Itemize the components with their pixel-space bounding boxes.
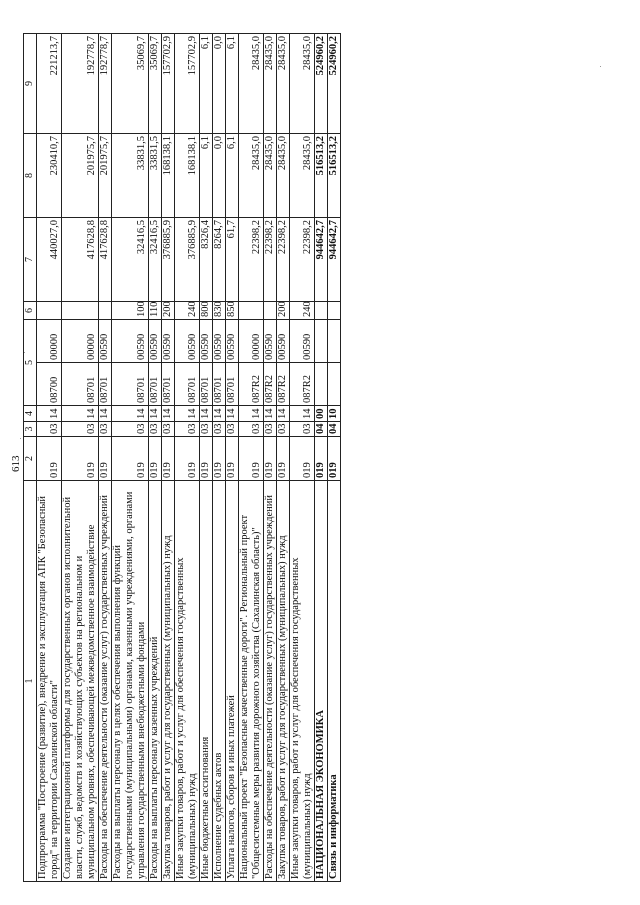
cell-c9: 6,1 [200, 34, 213, 134]
table-row [328, 34, 341, 882]
cell-c2: 019 [290, 437, 315, 481]
cell-c6 [37, 302, 62, 320]
scan-dust [20, 438, 21, 439]
cell-c3: 04 [328, 422, 341, 437]
cell-c5b: 00590 [162, 320, 175, 363]
cell-c3: 04 [315, 422, 328, 437]
cell-c4: 14 [213, 406, 226, 422]
cell-c5b: 00590 [290, 320, 315, 363]
cell-c3: 03 [149, 422, 162, 437]
cell-c2: 019 [239, 437, 264, 481]
cell-c4: 14 [99, 406, 112, 422]
cell-c7: 22398,2 [290, 218, 315, 302]
cell-c9: 192778,7 [62, 34, 99, 134]
cell-c4: 14 [290, 406, 315, 422]
cell-c2: 019 [62, 437, 99, 481]
row-name-cell: Уплата налогов, сборов и иных платежей [226, 481, 239, 882]
cell-c3: 03 [175, 422, 200, 437]
cell-c9: 28435,0 [277, 34, 290, 134]
cell-c2: 019 [37, 437, 62, 481]
table-row [226, 34, 239, 882]
cell-c6: 830 [213, 302, 226, 320]
cell-c5b: 00000 [37, 320, 62, 363]
cell-c8: 28435,0 [264, 134, 277, 218]
table-row [200, 34, 213, 882]
row-name-cell: Связь и информатика [328, 481, 341, 882]
cell-c5b: 00000 [239, 320, 264, 363]
cell-c7: 22398,2 [277, 218, 290, 302]
column-header-8: 8 [24, 134, 37, 218]
cell-c5a: 08701 [162, 363, 175, 406]
cell-c8: 201975,7 [99, 134, 112, 218]
cell-c5a: 08701 [62, 363, 99, 406]
cell-c7: 61,7 [226, 218, 239, 302]
cell-c7: 376885,9 [162, 218, 175, 302]
cell-c2: 019 [315, 437, 328, 481]
cell-c5b [328, 320, 341, 363]
cell-c5b: 00590 [200, 320, 213, 363]
cell-c9: 157702,9 [162, 34, 175, 134]
cell-c5b: 00000 [62, 320, 99, 363]
cell-c4: 14 [239, 406, 264, 422]
cell-c3: 03 [264, 422, 277, 437]
cell-c4: 14 [277, 406, 290, 422]
cell-c6: 100 [112, 302, 149, 320]
cell-c5a [328, 363, 341, 406]
table-row [264, 34, 277, 882]
table-row [175, 34, 200, 882]
cell-c7: 8326,4 [200, 218, 213, 302]
cell-c5a: 08701 [213, 363, 226, 406]
table-row [112, 34, 149, 882]
cell-c9: 6,1 [226, 34, 239, 134]
cell-c4: 10 [328, 406, 341, 422]
row-name-cell: Подпрограмма "Построение (развитие), внедрение и эксплуатация АПК "Безопасный город" на территории Сахалинской области" [37, 481, 62, 882]
table-row [99, 34, 112, 882]
cell-c3: 03 [290, 422, 315, 437]
table-row [37, 34, 62, 882]
cell-c9: 157702,9 [175, 34, 200, 134]
cell-c5a: 087R2 [239, 363, 264, 406]
cell-c7: 440027,0 [37, 218, 62, 302]
cell-c3: 03 [200, 422, 213, 437]
row-name-cell: Национальный проект "Безопасные качественные дороги". Региональный проект "Общесистемные меры развития дорожного хозяйства (Сахалинская область)" [239, 481, 264, 882]
header-row [24, 34, 37, 882]
cell-c2: 019 [213, 437, 226, 481]
cell-c9: 0,0 [213, 34, 226, 134]
cell-c5a: 087R2 [264, 363, 277, 406]
cell-c8: 28435,0 [239, 134, 264, 218]
cell-c6 [62, 302, 99, 320]
cell-c8: 230410,7 [37, 134, 62, 218]
cell-c3: 03 [162, 422, 175, 437]
cell-c4: 14 [62, 406, 99, 422]
cell-c8: 168138,1 [175, 134, 200, 218]
row-name-cell: Создание интеграционной платформы для государственных органов исполнительной власти, служб, ведомств и хозяйствующих субъектов на региональном и муниципальном уровнях, обеспечивающей межведомственное взаимодействие [62, 481, 99, 882]
cell-c8: 516513,2 [328, 134, 341, 218]
column-header-4: 4 [24, 406, 37, 422]
cell-c6: 850 [226, 302, 239, 320]
cell-c5a: 087R2 [277, 363, 290, 406]
page-number: 613 [10, 455, 22, 472]
cell-c6: 240 [175, 302, 200, 320]
cell-c4: 00 [315, 406, 328, 422]
cell-c5a: 08701 [200, 363, 213, 406]
cell-c2: 019 [277, 437, 290, 481]
cell-c7: 32416,5 [112, 218, 149, 302]
cell-c8: 6,1 [226, 134, 239, 218]
cell-c6 [315, 302, 328, 320]
cell-c6: 800 [200, 302, 213, 320]
cell-c2: 019 [226, 437, 239, 481]
row-name-cell: Расходы на выплаты персоналу в целях обеспечения выполнения функций государственными (муниципальными) органами, казенными учреждениями, органами управления государственными внебюджетными фондами [112, 481, 149, 882]
cell-c6 [99, 302, 112, 320]
cell-c5b: 00590 [277, 320, 290, 363]
cell-c5b: 00590 [213, 320, 226, 363]
cell-c3: 03 [226, 422, 239, 437]
cell-c4: 14 [37, 406, 62, 422]
column-header-7: 7 [24, 218, 37, 302]
cell-c3: 03 [37, 422, 62, 437]
cell-c5a: 08700 [37, 363, 62, 406]
table-row [62, 34, 99, 882]
table-row [149, 34, 162, 882]
table-row [290, 34, 315, 882]
cell-c8: 516513,2 [315, 134, 328, 218]
cell-c4: 14 [162, 406, 175, 422]
row-name-cell: Расходы на обеспечение деятельности (оказание услуг) государственных учреждений [264, 481, 277, 882]
cell-c8: 201975,7 [62, 134, 99, 218]
row-name-cell: Расходы на выплаты персоналу казенных учреждений [149, 481, 162, 882]
cell-c8: 168138,1 [162, 134, 175, 218]
cell-c2: 019 [149, 437, 162, 481]
cell-c2: 019 [99, 437, 112, 481]
cell-c4: 14 [264, 406, 277, 422]
cell-c9: 524960,2 [328, 34, 341, 134]
cell-c9: 28435,0 [239, 34, 264, 134]
cell-c3: 03 [99, 422, 112, 437]
cell-c7: 22398,2 [239, 218, 264, 302]
row-name-cell: Закупка товаров, работ и услуг для государственных (муниципальных) нужд [162, 481, 175, 882]
column-header-3: 3 [24, 422, 37, 437]
cell-c5b: 00590 [226, 320, 239, 363]
cell-c6: 240 [290, 302, 315, 320]
cell-c7: 944642,7 [315, 218, 328, 302]
cell-c6: 200 [162, 302, 175, 320]
cell-c2: 019 [162, 437, 175, 481]
cell-c4: 14 [112, 406, 149, 422]
cell-c5b: 00590 [112, 320, 149, 363]
cell-c2: 019 [200, 437, 213, 481]
cell-c7: 944642,7 [328, 218, 341, 302]
table-row [162, 34, 175, 882]
cell-c3: 03 [239, 422, 264, 437]
cell-c9: 28435,0 [264, 34, 277, 134]
cell-c5a: 087R2 [290, 363, 315, 406]
cell-c8: 28435,0 [277, 134, 290, 218]
cell-c2: 019 [112, 437, 149, 481]
column-header-9: 9 [24, 34, 37, 134]
cell-c5b: 00590 [264, 320, 277, 363]
cell-c7: 376885,9 [175, 218, 200, 302]
cell-c8: 33831,5 [112, 134, 149, 218]
row-name-cell: Иные закупки товаров, работ и услуг для обеспечения государственных (муниципальных) нужд [175, 481, 200, 882]
cell-c8: 33831,5 [149, 134, 162, 218]
row-name-cell: Расходы на обеспечение деятельности (оказание услуг) государственных учреждений [99, 481, 112, 882]
cell-c6 [239, 302, 264, 320]
cell-c5a: 08701 [149, 363, 162, 406]
table-row [239, 34, 264, 882]
cell-c5a: 08701 [175, 363, 200, 406]
cell-c9: 192778,7 [99, 34, 112, 134]
cell-c5b: 00590 [99, 320, 112, 363]
row-name-cell: Иные закупки товаров, работ и услуг для обеспечения государственных (муниципальных) нужд [290, 481, 315, 882]
cell-c7: 22398,2 [264, 218, 277, 302]
cell-c6: 110 [149, 302, 162, 320]
row-name-cell: Иные бюджетные ассигнования [200, 481, 213, 882]
table-row [277, 34, 290, 882]
column-header-6: 6 [24, 302, 37, 320]
cell-c7: 417628,8 [99, 218, 112, 302]
cell-c5b: 00590 [175, 320, 200, 363]
cell-c9: 35069,7 [112, 34, 149, 134]
row-name-cell: Исполнение судебных актов [213, 481, 226, 882]
cell-c2: 019 [328, 437, 341, 481]
row-name-cell: Закупка товаров, работ и услуг для государственных (муниципальных) нужд [277, 481, 290, 882]
cell-c8: 0,0 [213, 134, 226, 218]
cell-c5a: 08701 [112, 363, 149, 406]
cell-c8: 6,1 [200, 134, 213, 218]
cell-c5a [315, 363, 328, 406]
cell-c4: 14 [149, 406, 162, 422]
table-row [315, 34, 328, 882]
column-header-1: 1 [24, 481, 37, 882]
cell-c3: 03 [213, 422, 226, 437]
cell-c9: 221213,7 [37, 34, 62, 134]
cell-c8: 28435,0 [290, 134, 315, 218]
cell-c5b: 00590 [149, 320, 162, 363]
cell-c4: 14 [226, 406, 239, 422]
budget-table [23, 33, 341, 882]
rotated-page [10, 34, 603, 882]
cell-c4: 14 [200, 406, 213, 422]
cell-c6 [328, 302, 341, 320]
cell-c4: 14 [175, 406, 200, 422]
cell-c7: 8264,7 [213, 218, 226, 302]
cell-c9: 35069,7 [149, 34, 162, 134]
cell-c5b [315, 320, 328, 363]
row-name-cell: НАЦИОНАЛЬНАЯ ЭКОНОМИКА [315, 481, 328, 882]
cell-c2: 019 [264, 437, 277, 481]
column-header-5: 5 [24, 320, 37, 406]
cell-c3: 03 [277, 422, 290, 437]
cell-c9: 28435,0 [290, 34, 315, 134]
cell-c7: 32416,5 [149, 218, 162, 302]
cell-c9: 524960,2 [315, 34, 328, 134]
cell-c5a: 08701 [99, 363, 112, 406]
table-row [213, 34, 226, 882]
cell-c3: 03 [62, 422, 99, 437]
cell-c2: 019 [175, 437, 200, 481]
column-header-2: 2 [24, 437, 37, 481]
cell-c6: 200 [277, 302, 290, 320]
cell-c3: 03 [112, 422, 149, 437]
cell-c7: 417628,8 [62, 218, 99, 302]
cell-c5a: 08701 [226, 363, 239, 406]
cell-c6 [264, 302, 277, 320]
